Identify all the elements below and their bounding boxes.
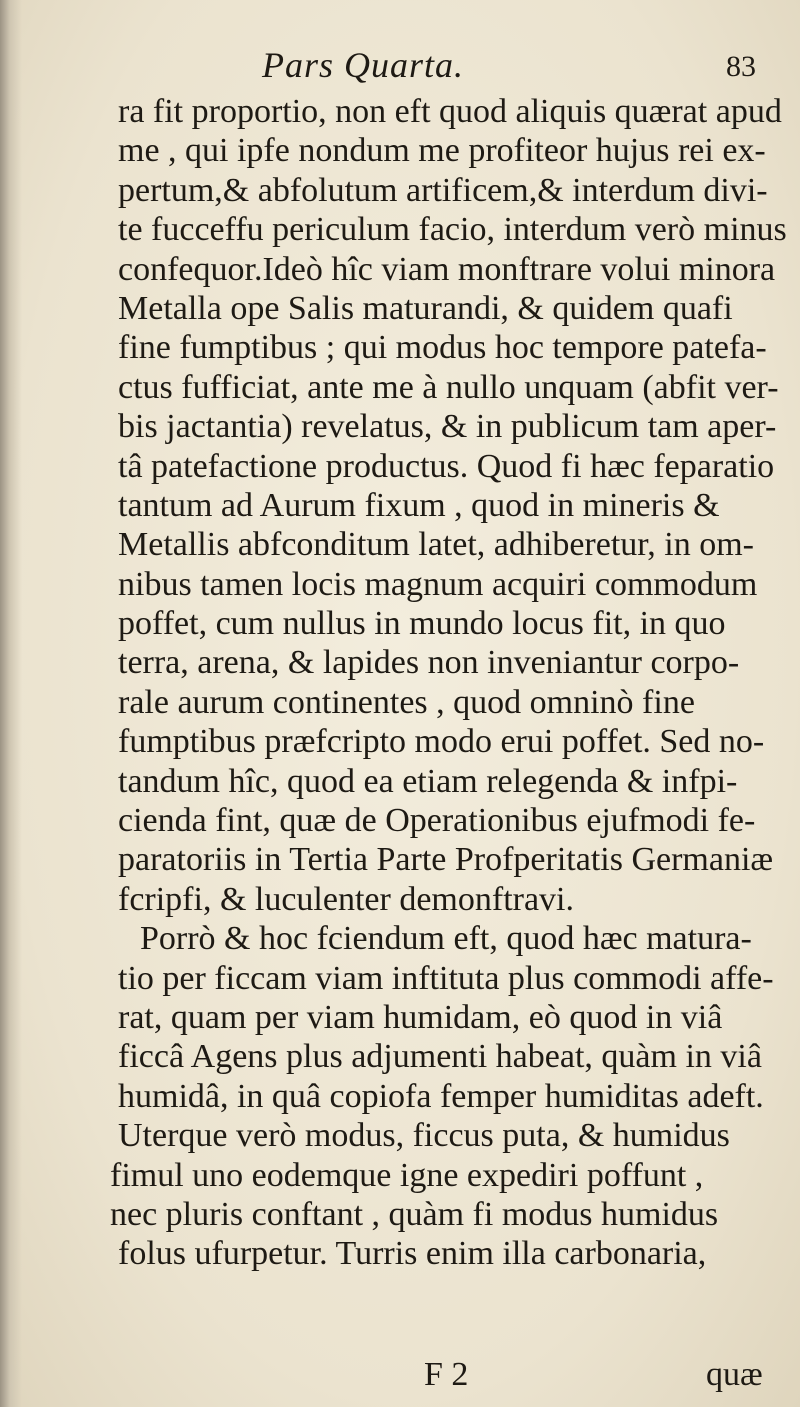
text-line: fimul uno eodemque igne expediri poffunt ,	[110, 1156, 704, 1194]
paragraph-start-line: Porrò & hoc fciendum eft, quod hæc matura-	[140, 920, 752, 958]
text-line: humidâ, in quâ copiofa femper humiditas adeft.	[118, 1077, 764, 1115]
text-line: fcripfi, & luculenter demonftravi.	[118, 880, 574, 918]
page-gutter-shadow	[0, 0, 22, 1407]
text-line: ficcâ Agens plus adjumenti habeat, quàm in viâ	[118, 1038, 762, 1076]
text-line: Uterque verò modus, ficcus puta, & humidus	[118, 1117, 730, 1155]
running-title: Pars Quarta.	[262, 45, 465, 85]
page-footer	[0, 1356, 800, 1400]
text-line: folus ufurpetur. Turris enim illa carbonaria,	[118, 1235, 707, 1273]
text-line: confequor.Ideò hîc viam monftrare volui minora	[118, 250, 776, 288]
text-line: cienda fint, quæ de Operationibus ejufmodi fe-	[118, 802, 756, 840]
text-line: rale aurum continentes , quod omninò fine	[118, 683, 695, 721]
text-line: nec pluris conftant , quàm fi modus humidus	[110, 1195, 719, 1233]
text-line: Metalla ope Salis maturandi, & quidem quafi	[118, 289, 733, 327]
text-line: ctus fufficiat, ante me à nullo unquam (abfit ver-	[118, 368, 779, 406]
text-line: Metallis abfconditum latet, adhiberetur, in om-	[118, 526, 754, 564]
text-line: me , qui ipfe nondum me profiteor hujus rei ex-	[118, 132, 766, 170]
text-line: pertum,& abfolutum artificem,& interdum divi-	[118, 171, 768, 209]
page-number: 83	[726, 50, 756, 83]
text-line: tantum ad Aurum fixum , quod in mineris &	[118, 486, 720, 524]
text-line: nibus tamen locis magnum acquiri commodum	[118, 565, 758, 603]
text-line: tâ patefactione productus. Quod fi hæc feparatio	[118, 447, 775, 485]
text-line: poffet, cum nullus in mundo locus fit, in quo	[118, 605, 726, 643]
text-line: paratoriis in Tertia Parte Profperitatis Germaniæ	[118, 841, 774, 879]
text-line: fumptibus præfcripto modo erui poffet. Sed no-	[118, 723, 765, 761]
text-line: rat, quam per viam humidam, eò quod in viâ	[118, 998, 723, 1036]
catchword: quæ	[706, 1356, 763, 1393]
text-line: tio per ficcam viam inftituta plus commodi affe-	[118, 959, 774, 997]
text-line: fine fumptibus ; qui modus hoc tempore patefa-	[118, 329, 767, 367]
signature-mark: F 2	[424, 1356, 469, 1393]
text-line: ra fit proportio, non eft quod aliquis quærat apud	[118, 93, 782, 130]
text-line: tandum hîc, quod ea etiam relegenda & infpi-	[118, 762, 738, 800]
text-line: terra, arena, & lapides non inveniantur corpo-	[118, 644, 740, 682]
body-text	[110, 92, 798, 1274]
page-header	[0, 38, 800, 88]
text-line: bis jactantia) revelatus, & in publicum tam aper-	[118, 408, 777, 446]
text-line: te fucceffu periculum facio, interdum verò minus	[118, 211, 787, 249]
